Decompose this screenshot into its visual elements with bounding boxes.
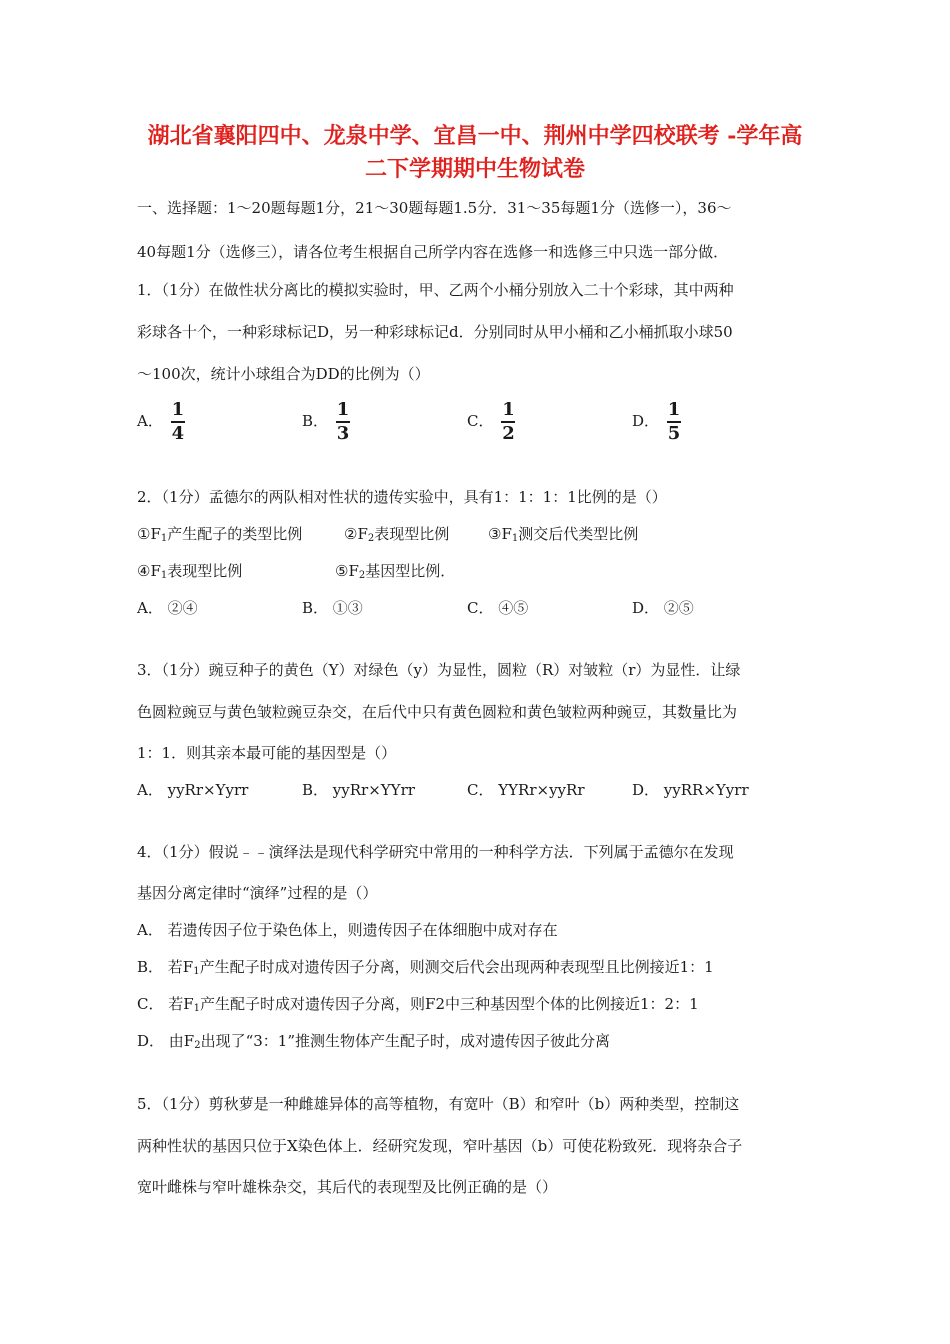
option-text: 产生配子时成对遗传因子分离，则F2中三种基因型个体的比例接近1：2：1 — [200, 995, 699, 1013]
subscript: 1 — [511, 533, 519, 544]
fraction — [171, 400, 185, 444]
q1-option-a — [137, 400, 185, 444]
q1-option-d — [632, 400, 681, 444]
q4-stem-line-2: 基因分离定律时“演绎”过程的是（） — [137, 884, 378, 902]
subscript: 2 — [358, 570, 366, 581]
subscript: 2 — [194, 1040, 201, 1051]
subscript: 2 — [367, 533, 375, 544]
q2-stem-line-1: 2．（1分）孟德尔的两队相对性状的遗传实验中，具有1：1：1：1比例的是（） — [137, 488, 667, 506]
fraction-numerator: 1 — [502, 399, 515, 420]
subscript: 1 — [160, 533, 168, 544]
q5-stem-line-2: 两种性状的基因只位于X染色体上．经研究发现，窄叶基因（b）可使花粉致死．现将杂合子 — [137, 1137, 743, 1155]
fraction-numerator: 1 — [171, 399, 185, 420]
q2-option-a: A． ②④ — [137, 599, 198, 617]
exam-title — [120, 120, 830, 186]
option-label: C． — [467, 412, 494, 430]
q2-item-3 — [488, 523, 638, 544]
option-text: 产生配子时成对遗传因子分离，则测交后代会出现两种表现型且比例接近1：1 — [199, 958, 714, 976]
item-text: ④F — [137, 562, 161, 580]
q2-item-2 — [344, 523, 449, 544]
option-text: 出现了“3：1”推测生物体产生配子时，成对遗传因子彼此分离 — [200, 1032, 611, 1050]
option-text: C． 若F — [137, 995, 194, 1013]
item-text: ②F — [344, 525, 368, 543]
q5-stem-line-3: 宽叶雌株与窄叶雄株杂交，其后代的表现型及比例正确的是（） — [137, 1178, 558, 1196]
item-text: ⑤F — [335, 562, 359, 580]
fraction-denominator: 4 — [171, 423, 185, 444]
q1-option-c — [467, 400, 515, 444]
q3-option-d: D． yyRR×Yyrr — [632, 781, 749, 799]
fraction — [501, 400, 515, 444]
title-line-1: 湖北省襄阳四中、龙泉中学、宜昌一中、荆州中学四校联考 -学年高 — [147, 123, 803, 149]
item-text: 测交后代类型比例 — [518, 525, 639, 543]
q5-stem-line-1: 5．（1分）剪秋萝是一种雌雄异体的高等植物，有宽叶（B）和窄叶（b）两种类型，控制这 — [137, 1095, 740, 1113]
option-text: D． 由F — [137, 1032, 195, 1050]
q4-stem-line-1: 4．（1分）假说﹣﹣演绎法是现代科学研究中常用的一种科学方法．下列属于孟德尔在发现 — [137, 843, 734, 861]
q2-option-d: D． ②⑤ — [632, 599, 694, 617]
q1-option-b — [302, 400, 350, 444]
q4-option-a: A． 若遗传因子位于染色体上，则遗传因子在体细胞中成对存在 — [137, 921, 558, 939]
item-text: 表现型比例 — [167, 562, 243, 580]
fraction-numerator: 1 — [667, 399, 681, 420]
subscript: 1 — [160, 570, 168, 581]
section-intro-line-1: 一、选择题：1～20题每题1分，21～30题每题1.5分．31～35每题1分（选修一），36～ — [137, 199, 732, 217]
fraction-denominator: 3 — [336, 423, 350, 444]
item-text: ①F — [137, 525, 161, 543]
fraction-denominator: 5 — [667, 423, 681, 444]
q3-stem-line-1: 3．（1分）豌豆种子的黄色（Y）对绿色（y）为显性，圆粒（R）对皱粒（r）为显性．让绿 — [137, 661, 741, 679]
q3-option-c: C． YYRr×yyRr — [467, 781, 585, 799]
item-text: 表现型比例 — [374, 525, 450, 543]
q3-stem-line-3: 1：1．则其亲本最可能的基因型是（） — [137, 744, 397, 762]
fraction-denominator: 2 — [502, 423, 515, 444]
title-line-2: 二下学期期中生物试卷 — [364, 156, 585, 182]
q4-option-d — [137, 1030, 610, 1051]
q3-stem-line-2: 色圆粒豌豆与黄色皱粒豌豆杂交，在后代中只有黄色圆粒和黄色皱粒两种豌豆，其数量比为 — [137, 703, 738, 721]
option-label: A． — [137, 412, 163, 430]
q3-option-b: B． yyRr×YYrr — [302, 781, 415, 799]
q2-item-1 — [137, 523, 302, 544]
fraction — [667, 400, 681, 444]
item-text: 基因型比例． — [365, 562, 456, 580]
q2-option-c: C． ④⑤ — [467, 599, 529, 617]
fraction — [336, 400, 350, 444]
subscript: 1 — [193, 1003, 201, 1014]
section-intro-line-2: 40每题1分（选修三），请各位考生根据自己所学内容在选修一和选修三中只选一部分做． — [137, 243, 729, 261]
q1-stem-line-2: 彩球各十个，一种彩球标记D，另一种彩球标记d．分别同时从甲小桶和乙小桶抓取小球50 — [137, 323, 733, 341]
q1-stem-line-1: 1．（1分）在做性状分离比的模拟实验时，甲、乙两个小桶分别放入二十个彩球，其中两种 — [137, 281, 734, 299]
option-label: D． — [632, 412, 660, 430]
q4-option-c — [137, 993, 699, 1014]
q2-item-4 — [137, 560, 242, 581]
q4-option-b — [137, 956, 714, 977]
option-text: B． 若F — [137, 958, 194, 976]
item-text: 产生配子的类型比例 — [167, 525, 303, 543]
q2-item-5 — [335, 560, 455, 581]
q2-option-b: B． ①③ — [302, 599, 363, 617]
fraction-numerator: 1 — [336, 399, 350, 420]
item-text: ③F — [488, 525, 512, 543]
q1-stem-line-3: ～100次，统计小球组合为DD的比例为（） — [137, 365, 430, 383]
subscript: 1 — [193, 966, 200, 977]
option-label: B． — [302, 412, 329, 430]
q3-option-a: A． yyRr×Yyrr — [137, 781, 249, 799]
